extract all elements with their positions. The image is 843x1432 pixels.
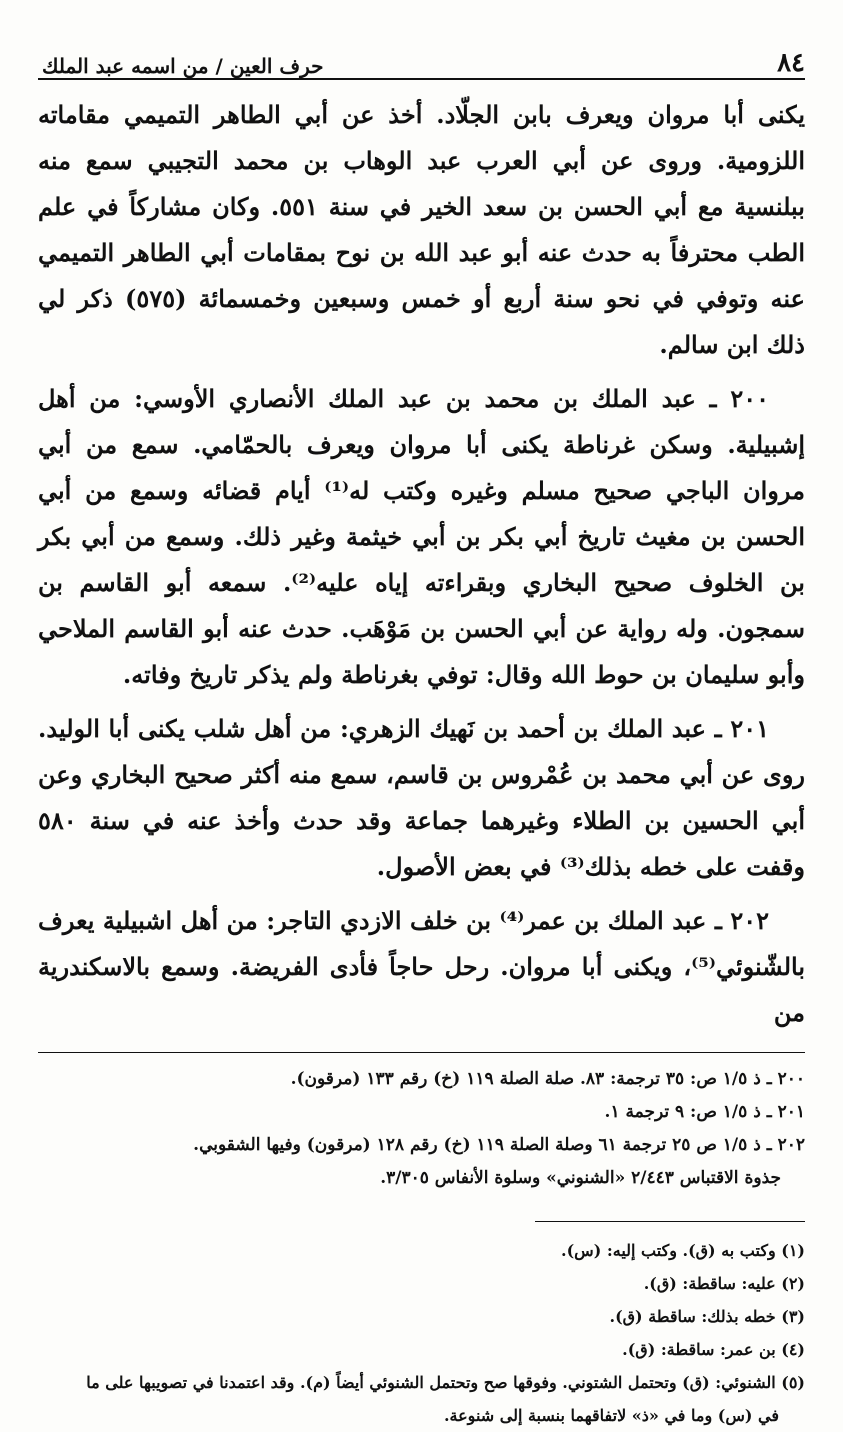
footnote: (٤) بن عمر: ساقطة: (ق). <box>622 1340 805 1359</box>
page-header <box>38 30 805 80</box>
footnotes <box>38 1234 805 1432</box>
source-references <box>38 1063 805 1195</box>
footnote: (٥) الشنوئي: (ق) وتحتمل الشتوني. وفوقها صح وتحتمل الشنوئي أيضاً (م). وقد اعتمدنا في تصويبها على ما <box>86 1373 805 1392</box>
running-title: حرف العين / من اسمه عبد الملك <box>42 54 324 78</box>
entry-200: ٢٠٠ ـ عبد الملك بن محمد بن عبد الملك الأنصاري الأوسي: من أهل إشبيلية. وسكن غرناطة يكنى أبا مروان ويعرف بالحمّامي. سمع من أبي مروان الباجي صحيح مسلم وغيره وكتب له⁽¹⁾ أيام قضائه وسمع من أبي الحسن بن مغيث تاريخ أبي بكر بن أبي خيثمة وغير ذلك. وسمع من أبي بكر بن الخلوف صحيح البخاري وبقراءته إياه عليه⁽²⁾. سمعه أبو القاسم بن سمجون. وله رواية عن أبي الحسن بن مَوْهَب. حدث عنه أبو القاسم الملاحي وأبو سليمان بن حوط الله وقال: توفي بغرناطة ولم يذكر تاريخ وفاته. <box>38 384 805 689</box>
paragraph-continuation: يكنى أبا مروان ويعرف بابن الجلّاد. أخذ عن أبي الطاهر التميمي مقاماته اللزومية. وروى عن أبي العرب عبد الوهاب بن محمد التجيبي سمع منه ببلنسية مع أبي الحسن بن سعد الخير في سنة ٥٥١. وكان مشاركاً في علم الطب محترفاً به حدث عنه أبو عبد الله بن نوح بمقامات أبي الطاهر التميمي عنه وتوفي في نحو سنة أربع أو خمس وسبعين وخمسمائة (٥٧٥) ذكر لي ذلك ابن سالم. <box>38 100 805 359</box>
footnote: (٣) خطه بذلك: ساقطة (ق). <box>609 1307 805 1326</box>
footnote: (١) وكتب به (ق). وكتب إليه: (س). <box>561 1241 805 1260</box>
entry-201: ٢٠١ ـ عبد الملك بن أحمد بن نَهيك الزهري: من أهل شلب يكنى أبا الوليد. روى عن أبي محمد بن عُمْروس بن قاسم، سمع منه أكثر صحيح البخاري وعن أبي الحسين بن الطلاء وغيرهما جماعة وقد حدث وأخذ عنه في سنة ٥٨٠ وقفت على خطه بذلك⁽³⁾ في بعض الأصول. <box>38 714 805 881</box>
footnote: (٢) عليه: ساقطة: (ق). <box>643 1274 805 1293</box>
footnote-continuation: في (س) وما في «ذ» لاتفاقهما بنسبة إلى شنوعة. <box>443 1406 779 1425</box>
source-line: ٢٠١ ـ ذ ١/٥ ص: ٩ ترجمة ١. <box>604 1102 805 1122</box>
page-number: ٨٤ <box>777 48 805 78</box>
footnotes-divider <box>535 1221 805 1222</box>
entry-202: ٢٠٢ ـ عبد الملك بن عمر⁽⁴⁾ بن خلف الازدي التاجر: من أهل اشبيلية يعرف بالشّنوئي⁽⁵⁾، ويكنى أبا مروان. رحل حاجاً فأدى الفريضة. وسمع بالاسكندرية من <box>38 906 805 1027</box>
source-line: ٢٠٢ ـ ذ ١/٥ ص ٢٥ ترجمة ٦١ وصلة الصلة ١١٩ (خ) رقم ١٢٨ (مرقون) وفيها الشقوبي. <box>193 1135 805 1155</box>
source-line: ٢٠٠ ـ ذ ١/٥ ص: ٣٥ ترجمة: ٨٣. صلة الصلة ١١٩ (خ) رقم ١٣٣ (مرقون). <box>290 1069 805 1089</box>
main-text <box>38 92 805 1036</box>
source-line: جذوة الاقتباس ٢/٤٤٣ «الشنوني» وسلوة الأنفاس ٣/٣٠٥. <box>380 1168 781 1188</box>
sources-divider <box>38 1052 805 1053</box>
